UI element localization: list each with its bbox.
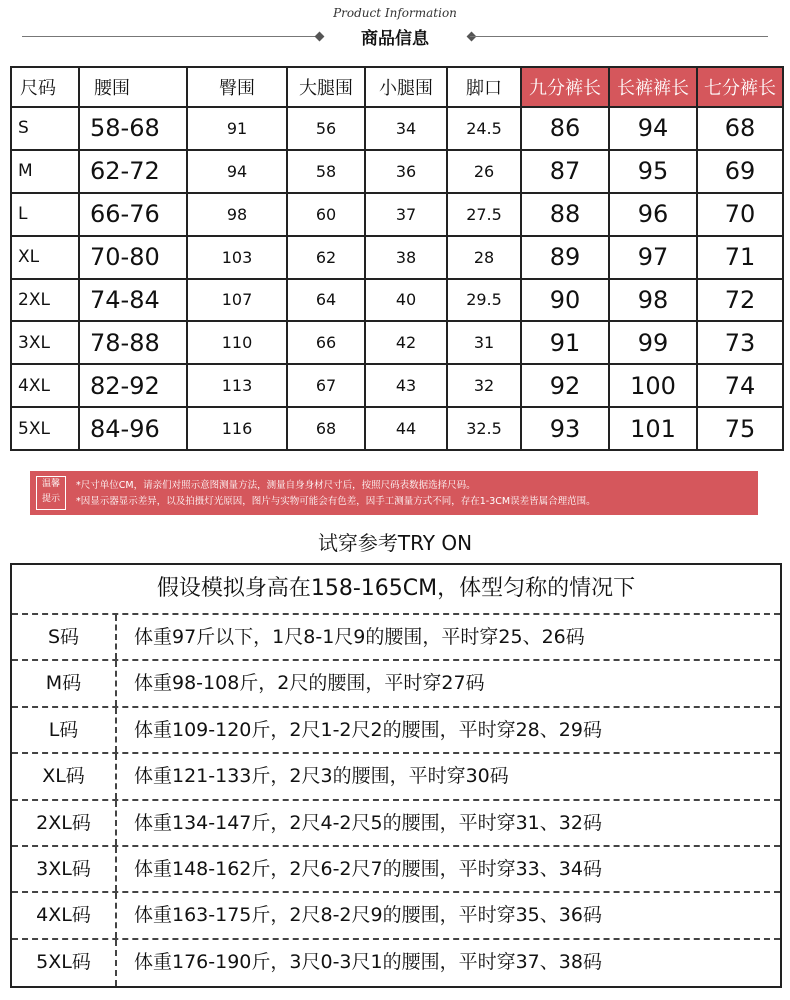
calf-cell: 42 — [365, 321, 447, 364]
try-on-row — [12, 893, 780, 939]
try-on-description: 体重97斤以下，1尺8-1尺9的腰围，平时穿25、26码 — [134, 626, 585, 648]
col-header-length-ninth: 九分裤长 — [521, 67, 609, 107]
length-long-cell: 101 — [609, 407, 697, 450]
hip-cell: 107 — [187, 279, 287, 322]
waist-cell: 84-96 — [79, 407, 187, 450]
size-table-row — [11, 193, 783, 236]
waist-cell: 82-92 — [79, 364, 187, 407]
hem-cell: 27.5 — [447, 193, 521, 236]
thigh-cell: 66 — [287, 321, 365, 364]
col-header-length-seventh: 七分裤长 — [697, 67, 783, 107]
header-title-zh: 商品信息 — [361, 29, 429, 49]
length-ninth-cell: 89 — [521, 236, 609, 279]
length-long-cell: 97 — [609, 236, 697, 279]
tips-text — [76, 478, 596, 510]
try-on-description: 体重98-108斤，2尺的腰围，平时穿27码 — [134, 672, 485, 695]
try-on-size: 4XL码 — [12, 893, 117, 937]
hem-cell: 24.5 — [447, 107, 521, 150]
product-info-header — [0, 0, 790, 50]
try-on-table — [10, 563, 782, 988]
size-cell: 2XL — [11, 279, 79, 322]
hip-cell: 98 — [187, 193, 287, 236]
try-on-size: 2XL码 — [12, 801, 117, 845]
length-ninth-cell: 90 — [521, 279, 609, 322]
tips-line-1: *尺寸单位CM，请亲们对照示意图测量方法，测量自身身材尺寸后，按照尺码表数据选择尺码。 — [76, 480, 476, 491]
try-on-description: 体重148-162斤，2尺6-2尺7的腰围，平时穿33、34码 — [134, 857, 602, 880]
waist-cell: 62-72 — [79, 150, 187, 193]
tips-banner — [30, 471, 758, 515]
header-divider-right — [470, 36, 768, 37]
calf-cell: 34 — [365, 107, 447, 150]
hem-cell: 32 — [447, 364, 521, 407]
hem-cell: 26 — [447, 150, 521, 193]
calf-cell: 38 — [365, 236, 447, 279]
col-header-waist: 腰围 — [79, 67, 187, 107]
size-cell: S — [11, 107, 79, 150]
thigh-cell: 67 — [287, 364, 365, 407]
try-on-row — [12, 847, 780, 893]
length-ninth-cell: 86 — [521, 107, 609, 150]
tips-badge — [36, 476, 66, 510]
try-on-size: M码 — [12, 661, 117, 705]
col-header-hip: 臀围 — [187, 67, 287, 107]
try-on-row — [12, 801, 780, 847]
col-header-size: 尺码 — [11, 67, 79, 107]
try-on-row — [12, 940, 780, 986]
try-on-heading: 假设模拟身高在158-165CM，体型匀称的情况下 — [12, 565, 780, 615]
try-on-description: 体重109-120斤，2尺1-2尺2的腰围，平时穿28、29码 — [134, 718, 602, 741]
hip-cell: 110 — [187, 321, 287, 364]
size-cell: M — [11, 150, 79, 193]
length-ninth-cell: 92 — [521, 364, 609, 407]
try-on-row — [12, 708, 780, 754]
length-ninth-cell: 87 — [521, 150, 609, 193]
length-long-cell: 94 — [609, 107, 697, 150]
length-ninth-cell: 88 — [521, 193, 609, 236]
hip-cell: 91 — [187, 107, 287, 150]
length-ninth-cell: 91 — [521, 321, 609, 364]
try-on-row — [12, 661, 780, 707]
try-on-size: 5XL码 — [12, 940, 117, 986]
thigh-cell: 62 — [287, 236, 365, 279]
calf-cell: 40 — [365, 279, 447, 322]
hem-cell: 28 — [447, 236, 521, 279]
size-table-row — [11, 107, 783, 150]
thigh-cell: 64 — [287, 279, 365, 322]
thigh-cell: 68 — [287, 407, 365, 450]
length-long-cell: 100 — [609, 364, 697, 407]
length-long-cell: 99 — [609, 321, 697, 364]
size-cell: 4XL — [11, 364, 79, 407]
length-seventh-cell: 70 — [697, 193, 783, 236]
length-seventh-cell: 72 — [697, 279, 783, 322]
size-chart-table — [10, 66, 784, 451]
try-on-size: L码 — [12, 708, 117, 752]
length-seventh-cell: 74 — [697, 364, 783, 407]
size-table-row — [11, 407, 783, 450]
calf-cell: 44 — [365, 407, 447, 450]
col-header-calf: 小腿围 — [365, 67, 447, 107]
waist-cell: 58-68 — [79, 107, 187, 150]
hip-cell: 113 — [187, 364, 287, 407]
size-cell: XL — [11, 236, 79, 279]
size-cell: 3XL — [11, 321, 79, 364]
size-cell: 5XL — [11, 407, 79, 450]
waist-cell: 66-76 — [79, 193, 187, 236]
waist-cell: 70-80 — [79, 236, 187, 279]
hip-cell: 116 — [187, 407, 287, 450]
header-title-en: Product Information — [333, 6, 457, 20]
try-on-description: 体重163-175斤，2尺8-2尺9的腰围，平时穿35、36码 — [134, 904, 602, 927]
length-seventh-cell: 71 — [697, 236, 783, 279]
length-seventh-cell: 69 — [697, 150, 783, 193]
size-cell: L — [11, 193, 79, 236]
thigh-cell: 58 — [287, 150, 365, 193]
length-long-cell: 98 — [609, 279, 697, 322]
length-seventh-cell: 75 — [697, 407, 783, 450]
calf-cell: 37 — [365, 193, 447, 236]
size-table-row — [11, 364, 783, 407]
size-table-row — [11, 236, 783, 279]
calf-cell: 36 — [365, 150, 447, 193]
try-on-description: 体重176-190斤，3尺0-3尺1的腰围，平时穿37、38码 — [134, 950, 602, 973]
hip-cell: 103 — [187, 236, 287, 279]
try-on-title: 试穿参考TRY ON — [317, 531, 473, 555]
waist-cell: 78-88 — [79, 321, 187, 364]
thigh-cell: 56 — [287, 107, 365, 150]
size-table-row — [11, 321, 783, 364]
hip-cell: 94 — [187, 150, 287, 193]
try-on-size: S码 — [12, 615, 117, 659]
tips-badge-line2: 提示 — [41, 494, 60, 504]
try-on-row — [12, 615, 780, 661]
length-seventh-cell: 68 — [697, 107, 783, 150]
length-ninth-cell: 93 — [521, 407, 609, 450]
length-long-cell: 95 — [609, 150, 697, 193]
try-on-size: XL码 — [12, 754, 117, 798]
hem-cell: 29.5 — [447, 279, 521, 322]
size-table-header-row — [11, 67, 783, 107]
waist-cell: 74-84 — [79, 279, 187, 322]
calf-cell: 43 — [365, 364, 447, 407]
try-on-description: 体重134-147斤，2尺4-2尺5的腰围，平时穿31、32码 — [134, 811, 602, 834]
tips-badge-line1: 温馨 — [41, 479, 60, 489]
hem-cell: 32.5 — [447, 407, 521, 450]
tips-line-2: *因显示器显示差异，以及拍摄灯光原因，图片与实物可能会有色差，因手工测量方式不同，存在1-3CM误差皆属合理范围。 — [76, 496, 596, 507]
try-on-size: 3XL码 — [12, 847, 117, 891]
hem-cell: 31 — [447, 321, 521, 364]
length-long-cell: 96 — [609, 193, 697, 236]
col-header-length-long: 长裤裤长 — [609, 67, 697, 107]
col-header-hem: 脚口 — [447, 67, 521, 107]
try-on-row — [12, 754, 780, 800]
length-seventh-cell: 73 — [697, 321, 783, 364]
thigh-cell: 60 — [287, 193, 365, 236]
try-on-description: 体重121-133斤，2尺3的腰围，平时穿30码 — [134, 765, 509, 788]
size-table-row — [11, 279, 783, 322]
size-table-row — [11, 150, 783, 193]
col-header-thigh: 大腿围 — [287, 67, 365, 107]
